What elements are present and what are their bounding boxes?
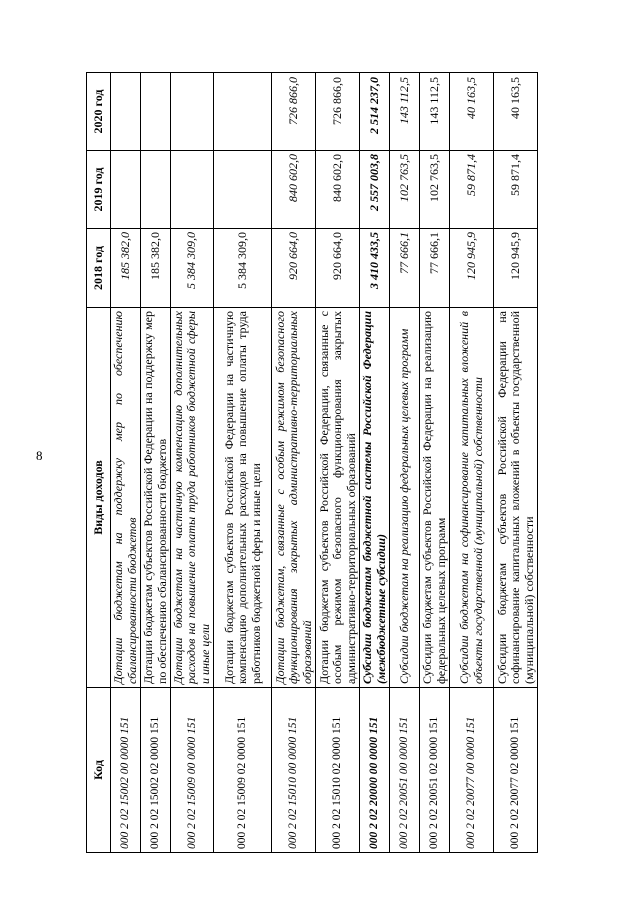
row-name: Субсидии бюджетам на софинансирование капитальных вложений в объекты государственной (муниципальной) собственности [450,308,494,688]
row-2018: 77 666,1 [420,229,450,308]
page-number: 8 [36,448,43,463]
row-2019: 59 871,4 [494,151,538,229]
revenue-table [86,72,538,853]
row-code: 000 2 02 15010 00 0000 151 [272,688,316,853]
row-name: Дотации бюджетам субъектов Российской Федерации на частичную компенсацию дополнительных расходов на повышение оплаты труда работников бюджетной сферы и иные цели [214,308,272,688]
row-2019: 2 557 003,8 [360,151,390,229]
row-2020: 143 112,5 [390,73,420,151]
row-2018: 5 384 309,0 [171,229,214,308]
row-code: 000 2 02 15009 02 0000 151 [214,688,272,853]
row-name: Субсидии бюджетам на реализацию федеральных целевых программ [390,308,420,688]
row-2019: 102 763,5 [420,151,450,229]
row-2019 [171,151,214,229]
row-2019: 102 763,5 [390,151,420,229]
row-2019: 840 602,0 [316,151,360,229]
row-name: Дотации бюджетам, связанные с особым режимом безопасного функционирования закрытых административно-территориальных образований [272,308,316,688]
table-row [360,73,390,853]
row-2018: 920 664,0 [316,229,360,308]
row-name: Дотации бюджетам на частичную компенсацию дополнительных расходов на повышение оплаты труда работников бюджетной сферы и иные цели [171,308,214,688]
row-code: 000 2 02 20051 00 0000 151 [390,688,420,853]
row-2018: 920 664,0 [272,229,316,308]
row-code: 000 2 02 20000 00 0000 151 [360,688,390,853]
row-2020: 40 163,5 [450,73,494,151]
row-2020: 40 163,5 [494,73,538,151]
row-2019 [111,151,141,229]
row-code: 000 2 02 15002 02 0000 151 [141,688,171,853]
row-2020 [214,73,272,151]
table-row [141,73,171,853]
row-2020: 726 866,0 [316,73,360,151]
row-2018: 3 410 433,5 [360,229,390,308]
table-row [272,73,316,853]
row-2020: 726 866,0 [272,73,316,151]
row-name: Дотации бюджетам на поддержку мер по обеспечению сбалансированности бюджетов [111,308,141,688]
table-row [316,73,360,853]
table-row [450,73,494,853]
row-name: Субсидии бюджетам бюджетной системы Российской Федерации (межбюджетные субсидии) [360,308,390,688]
row-code: 000 2 02 20051 02 0000 151 [420,688,450,853]
table-row [171,73,214,853]
row-name: Субсидии бюджетам субъектов Российской Федерации на софинансирование капитальных вложений в объекты государственной (муниципальной) собственности [494,308,538,688]
table-row [214,73,272,853]
row-2019: 59 871,4 [450,151,494,229]
row-name: Дотации бюджетам субъектов Российской Федерации, связанные с особым режимом безопасного функционирования закрытых административно-территориальных образований [316,308,360,688]
row-2018: 77 666,1 [390,229,420,308]
table-row [420,73,450,853]
row-code: 000 2 02 15009 00 0000 151 [171,688,214,853]
row-2018: 5 384 309,0 [214,229,272,308]
row-code: 000 2 02 15002 00 0000 151 [111,688,141,853]
header-2018: 2018 год [87,229,111,308]
header-2019: 2019 год [87,151,111,229]
row-2018: 120 945,9 [494,229,538,308]
header-name: Виды доходов [87,308,111,688]
row-2019 [214,151,272,229]
row-name: Субсидии бюджетам субъектов Российской Федерации на реализацию федеральных целевых программ [420,308,450,688]
table-row [494,73,538,853]
row-2018: 120 945,9 [450,229,494,308]
row-2020: 2 514 237,0 [360,73,390,151]
row-code: 000 2 02 20077 02 0000 151 [494,688,538,853]
table-row [390,73,420,853]
row-2019 [141,151,171,229]
row-2018: 185 382,0 [141,229,171,308]
row-2018: 185 382,0 [111,229,141,308]
row-name: Дотации бюджетам субъектов Российской Федерации на поддержку мер по обеспечению сбалансированности бюджетов [141,308,171,688]
header-code: Код [87,688,111,853]
rotated-table-container [86,73,536,853]
table-row [111,73,141,853]
row-code: 000 2 02 15010 02 0000 151 [316,688,360,853]
row-2019: 840 602,0 [272,151,316,229]
header-2020: 2020 год [87,73,111,151]
row-2020: 143 112,5 [420,73,450,151]
header-row [87,73,111,853]
row-2020 [111,73,141,151]
row-2020 [141,73,171,151]
row-2020 [171,73,214,151]
row-code: 000 2 02 20077 00 0000 151 [450,688,494,853]
